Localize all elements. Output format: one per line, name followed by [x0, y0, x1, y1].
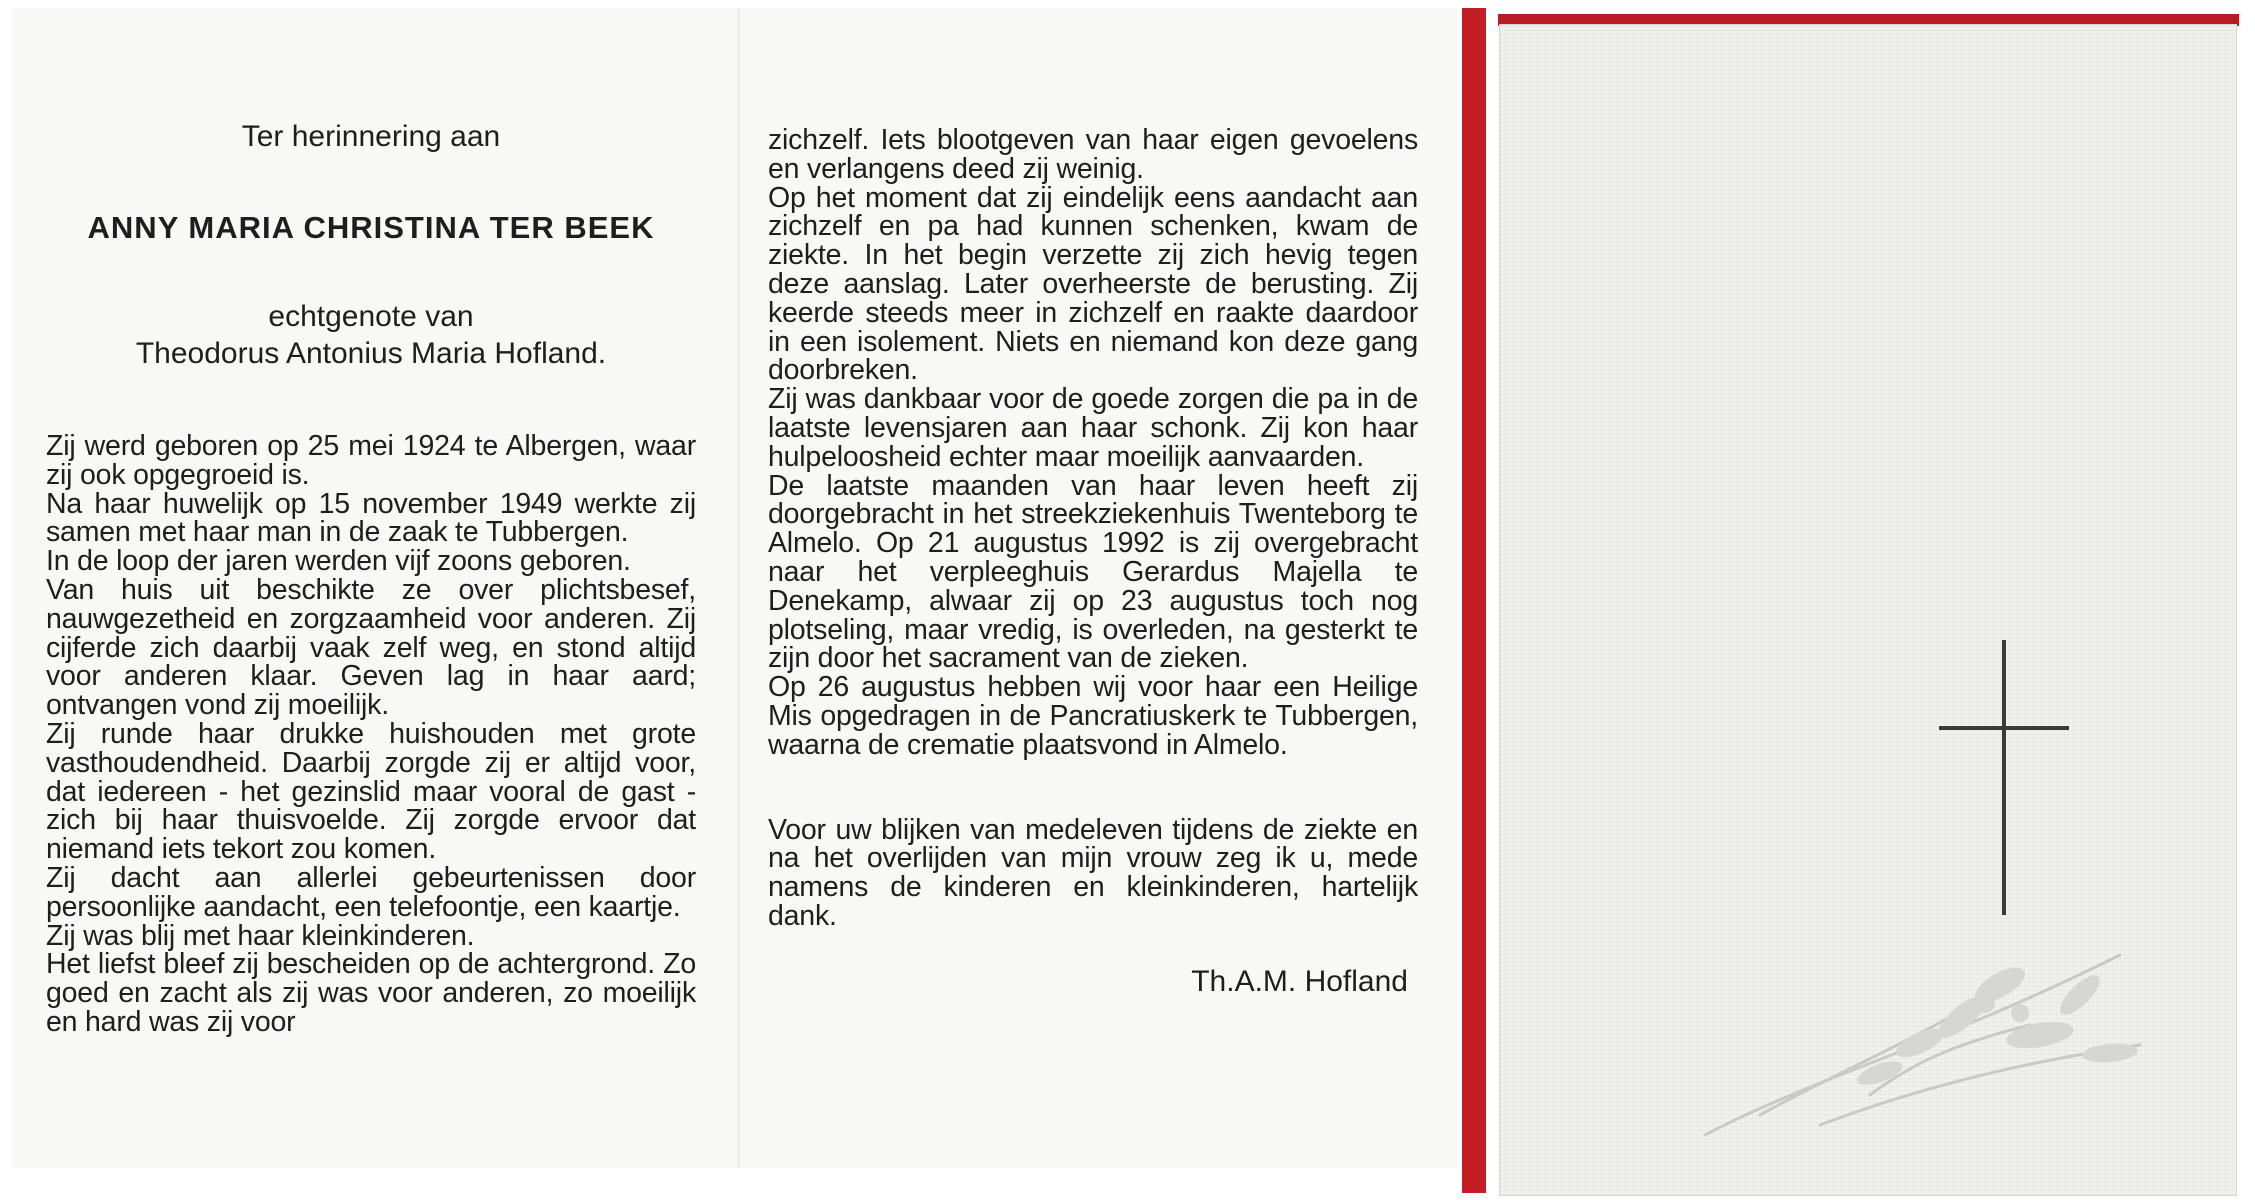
card-fold-line: [738, 8, 740, 1168]
relation-line: echtgenote van: [268, 300, 474, 333]
spouse-block: [46, 298, 696, 372]
middle-page: [768, 126, 1418, 999]
biography-paragraph: In de loop der jaren werden vijf zoons geboren.: [46, 545, 631, 578]
card-red-edge: [1462, 8, 1486, 1193]
thanks-message: Voor uw blijken van medeleven tijdens de ziekte en na het overlijden van mijn vrouw zeg ik u, mede namens de kinderen en kleinkinderen, hartelijk dank.: [768, 813, 1418, 932]
biography-paragraph: Zij was dankbaar voor de goede zorgen die pa in de laatste levensjaren aan haar schonk. Zij kon haar hulpeloosheid echter maar moeilijk aanvaarden.: [768, 383, 1418, 473]
biography-paragraph: Na haar huwelijk op 15 november 1949 werkte zij samen met haar man in de zaak te Tubbergen.: [46, 487, 696, 549]
biography-paragraph: Het liefst bleef zij bescheiden op de achtergrond. Zo goed en zacht als zij was voor anderen, zo moeilijk en hard was zij voor: [46, 948, 696, 1038]
biography-paragraph: De laatste maanden van haar leven heeft zij doorgebracht in het streekziekenhuis Twenteborg te Almelo. Op 21 augustus 1992 is zij overgebracht naar het verpleeghuis Gerardus Majella te Denekamp, alwaar zij op 23 augustus toch nog plotseling, maar vredig, is overleden, na gesterkt te zijn door het sacrament van de zieken.: [768, 469, 1418, 675]
biography-paragraph: Van huis uit beschikte ze over plichtsbesef, nauwgezetheid en zorgzaamheid voor anderen. Zij cijferde zich daarbij vaak zelf weg, en stond altijd voor anderen klaar. Geven lag in haar aard; ontvangen vond zij moeilijk.: [46, 573, 696, 722]
biography-paragraph: Zij was blij met haar kleinkinderen.: [46, 919, 475, 952]
intro-line: Ter herinnering aan: [241, 120, 501, 153]
left-page: [46, 110, 696, 1037]
biography-paragraph: Zij dacht aan allerlei gebeurtenissen door persoonlijke aandacht, een telefoontje, een kaartje.: [46, 861, 696, 923]
deceased-name: ANNY MARIA CHRISTINA TER BEEK: [87, 210, 655, 245]
biography-paragraph: Zij runde haar drukke huishouden met grote vasthoudendheid. Daarbij zorgde zij er altijd voor, dat iedereen - het gezinslid maar vooral de gast - zich bij haar thuisvoelde. Zij zorgde ervoor dat niemand iets tekort zou komen.: [46, 717, 696, 866]
signature: Th.A.M. Hofland: [1191, 964, 1408, 998]
floral-ornament-icon: [1700, 925, 2160, 1145]
spouse-name: Theodorus Antonius Maria Hofland.: [135, 337, 607, 370]
middle-biography: [768, 126, 1418, 760]
biography-paragraph: Zij werd geboren op 25 mei 1924 te Albergen, waar zij ook opgegroeid is.: [46, 430, 696, 491]
biography-paragraph: zichzelf. Iets blootgeven van haar eigen gevoelens en verlangens deed zij weinig.: [768, 124, 1418, 185]
biography-paragraph: Op het moment dat zij eindelijk eens aandacht aan zichzelf en pa had kunnen schenken, kwam de ziekte. In het begin verzette zij zich hevig tegen deze aanslag. Later overheerste de berusting. Zij keerde steeds meer in zichzelf en raakte daardoor in een isolement. Niets en niemand kon deze gang doorbreken.: [768, 181, 1418, 387]
biography-paragraph: Op 26 augustus hebben wij voor haar een Heilige Mis opgedragen in de Pancratiuskerk te Tubbergen, waarna de crematie plaatsvond in Almelo.: [768, 671, 1418, 761]
left-biography: [46, 432, 696, 1037]
cross-icon: [1937, 640, 2072, 920]
